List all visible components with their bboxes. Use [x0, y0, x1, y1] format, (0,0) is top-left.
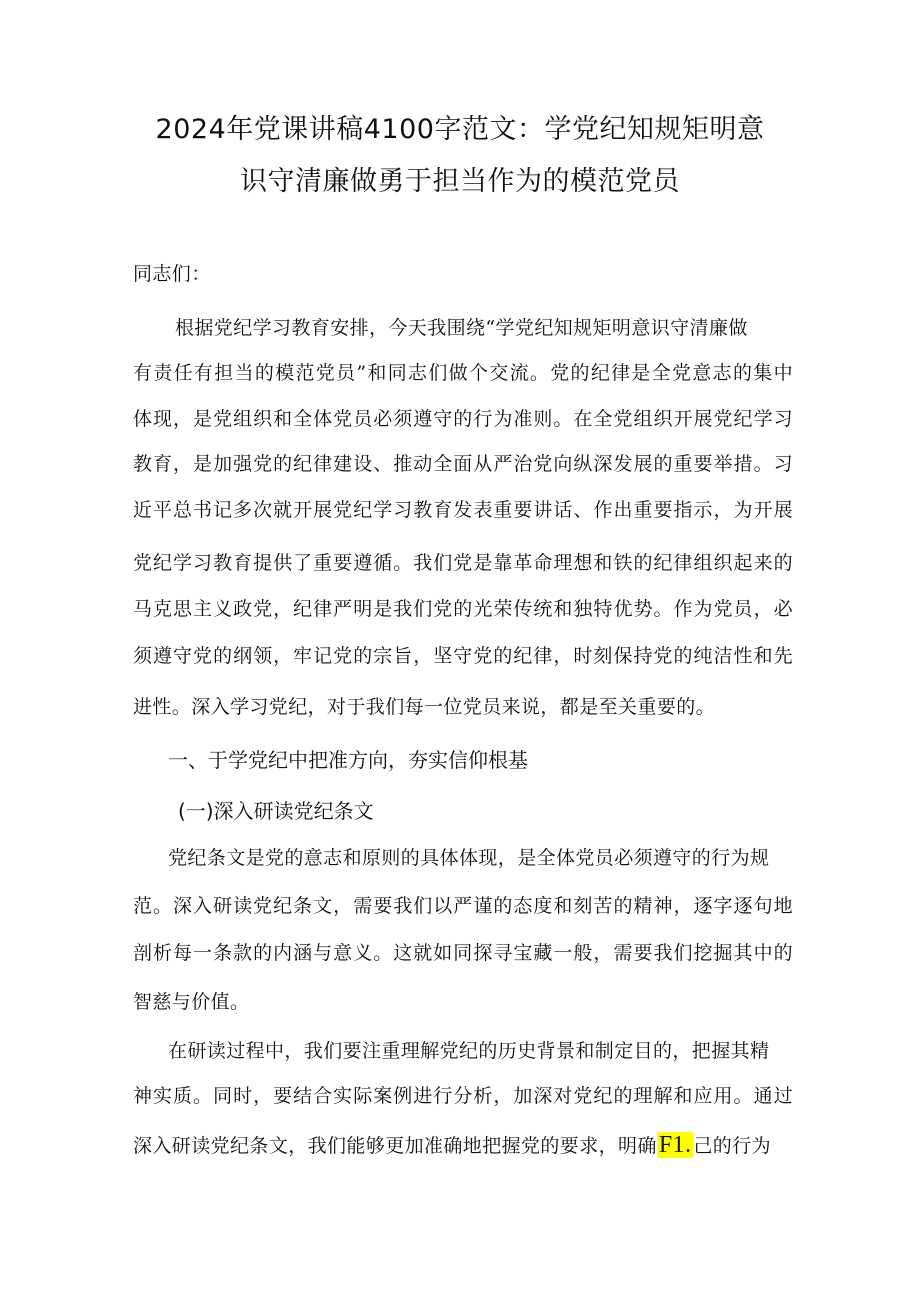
intro-line-8: 须遵守党的纲领，牢记党的宗旨，坚守党的纪律，时刻保持党的纯洁性和先 — [133, 645, 793, 667]
intro-line-6: 党纪学习教育提供了重要遵循。我们党是靠革命理想和铁的纪律组织起来的 — [133, 552, 793, 574]
subsection-heading-1: (一)深入研读党纪条文 — [178, 799, 374, 823]
para2-line-3 — [133, 1130, 793, 1161]
intro-line-5: 近平总书记多次就开展党纪学习教育发表重要讲话、作出重要指示，为开展 — [133, 499, 793, 521]
intro-line-4: 教育，是加强党的纪律建设、推动全面从严治党向纵深发展的重要举措。习 — [133, 453, 793, 475]
intro-line-3: 体现，是党组织和全体党员必须遵守的行为准则。在全党组织开展党纪学习 — [133, 408, 793, 430]
intro-line-7: 马克思主义政党，纪律严明是我们党的光荣传统和独特优势。作为党员，必 — [133, 598, 793, 620]
para2-line-3-tail: 己的行为 — [693, 1135, 771, 1157]
para2-line-3-text: 深入研读党纪条文，我们能够更加准确地把握党的要求，明确 — [133, 1135, 657, 1157]
para1-line-3: 剖析每一条款的内涵与意义。这就如同探寻宝藏一般，需要我们挖掘其中的 — [133, 942, 793, 964]
salutation: 同志们： — [133, 263, 211, 285]
intro-line-9: 进性。深入学习党纪，对于我们每一位党员来说，都是至关重要的。 — [133, 696, 716, 718]
document-title-line-2: 识守清廉做勇于担当作为的模范党员 — [240, 166, 680, 197]
para1-line-2: 范。深入研读党纪条文，需要我们以严谨的态度和刻苦的精神，逐字逐句地 — [133, 895, 793, 917]
section-heading-1: 一、于学党纪中把准方向，夯实信仰根基 — [168, 748, 528, 772]
para2-line-1: 在研读过程中，我们要注重理解党纪的历史背景和制定目的，把握其精 — [168, 1040, 770, 1062]
highlighted-text: F1. — [658, 1132, 692, 1158]
para1-line-1: 党纪条文是党的意志和原则的具体体现，是全体党员必须遵守的行为规 — [168, 847, 770, 869]
para2-line-2: 神实质。同时，要结合实际案例进行分析，加深对党纪的理解和应用。通过 — [133, 1085, 793, 1107]
para1-line-4: 智慈与价值。 — [133, 991, 250, 1013]
intro-line-1: 根据党纪学习教育安排，今天我围绕“学党纪知规矩明意识守清廉做 — [175, 317, 748, 339]
intro-line-2: 有责任有担当的模范党员”和同志们做个交流。党的纪律是全党意志的集中 — [133, 362, 793, 384]
document-title-line-1: 2024年党课讲稿4100字范文：学党纪知规矩明意 — [155, 114, 765, 145]
